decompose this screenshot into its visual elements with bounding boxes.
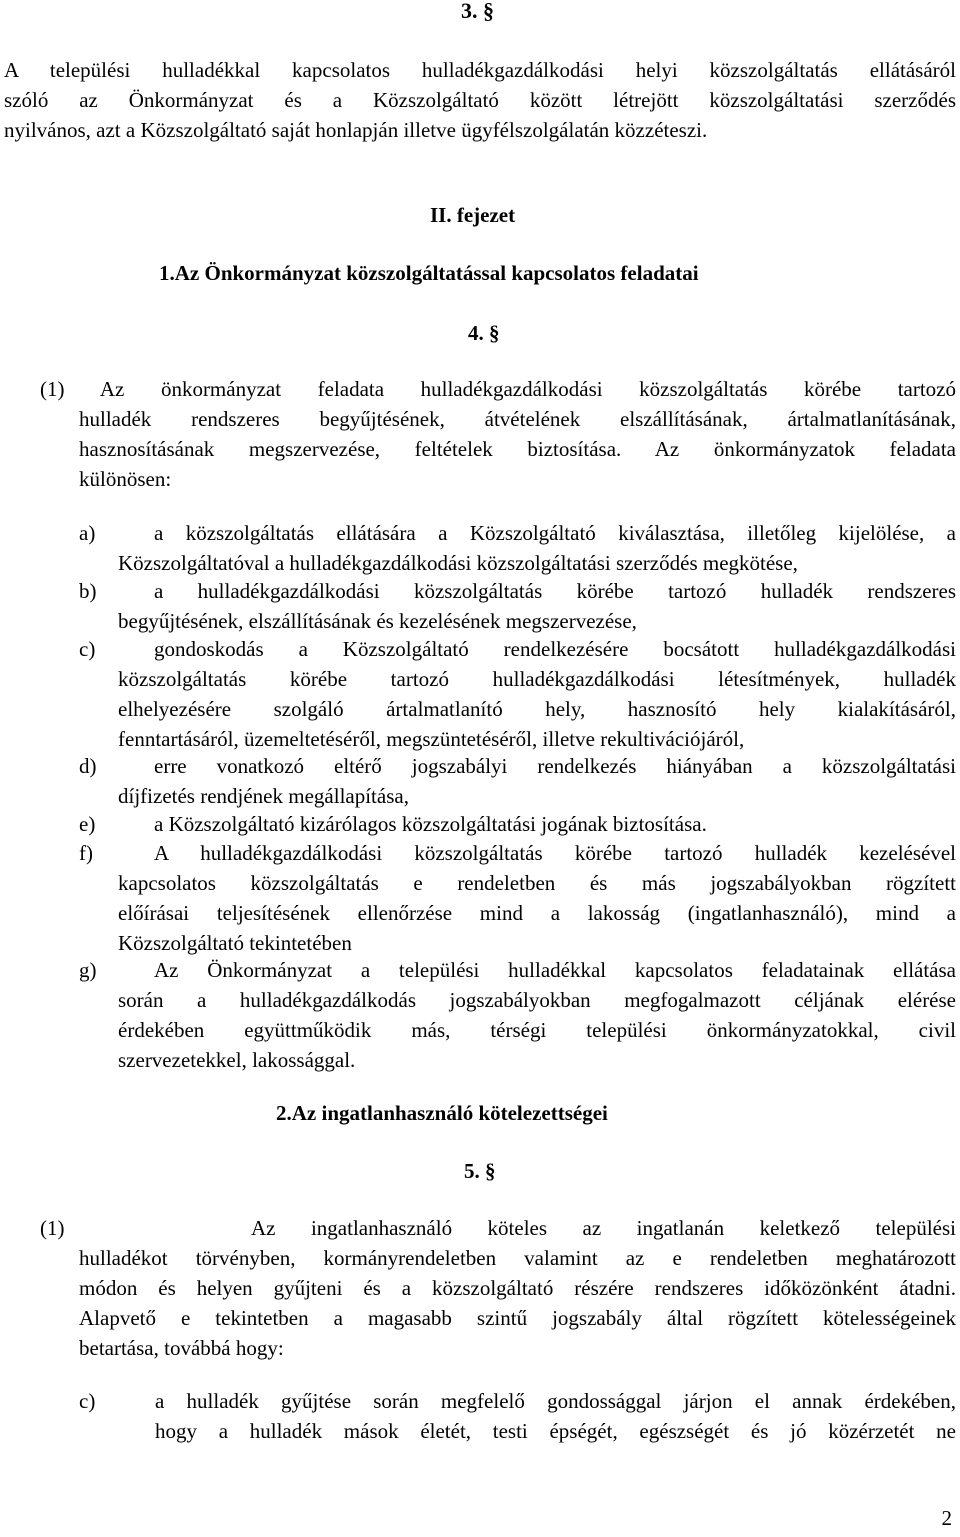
list-item-line: a hulladék gyűjtése során megfelelő gondossággal járjon el annak érdekében, — [155, 1389, 956, 1413]
list-item-line: díjfizetés rendjének megállapítása, — [118, 784, 409, 808]
list-item-text — [118, 518, 956, 578]
intro-paragraph — [4, 55, 956, 145]
list-item-line: erre vonatkozó eltérő jogszabályi rendelkezés hiányában a közszolgáltatási — [154, 754, 956, 778]
list-item-text — [118, 809, 956, 839]
list-item-line: előírásai teljesítésének ellenőrzése mind a lakosság (ingatlanhasználó), mind a — [118, 901, 956, 925]
list-item-label: d) — [79, 754, 97, 778]
paragraph-line: hasznosításának megszervezése, feltételek biztosítása. Az önkormányzatok feladata — [79, 437, 956, 461]
list-item-line: a Közszolgáltató kizárólagos közszolgáltatási jogának biztosítása. — [154, 812, 707, 836]
list-item-line: Közszolgáltató tekintetében — [118, 931, 352, 955]
list-item-line: érdekében együttműködik más, térségi települési önkormányzatokkal, civil — [118, 1018, 956, 1042]
list-item-text — [118, 634, 956, 754]
list-item-line: során a hulladékgazdálkodás jogszabályokban megfogalmazott céljának elérése — [118, 988, 956, 1012]
list-item-line: kapcsolatos közszolgáltatás e rendeletben és más jogszabályokban rögzített — [118, 871, 956, 895]
list-item-d — [0, 751, 960, 811]
section-4-number: 4. § — [468, 321, 500, 345]
list-item-label: g) — [79, 958, 97, 982]
paragraph-label: (1) — [40, 1216, 65, 1240]
list-item-label: f) — [79, 841, 93, 865]
list-item-line: gondoskodás a Közszolgáltató rendelkezésére bocsátott hulladékgazdálkodási — [154, 637, 956, 661]
paragraph-first-line — [40, 1213, 956, 1243]
list-item-line: A hulladékgazdálkodási közszolgáltatás körébe tartozó hulladék kezelésével — [154, 841, 956, 865]
paragraph-line: (1) Az önkormányzat feladata hulladékgazdálkodási közszolgáltatás körébe tartozó — [40, 377, 956, 401]
section-5-paragraph-1 — [40, 1213, 956, 1363]
list-item-line: begyűjtésének, elszállításának és kezelésének megszervezése, — [118, 609, 637, 633]
list-item-line: Az Önkormányzat a települési hulladékkal kapcsolatos feladatainak ellátása — [154, 958, 956, 982]
list-item-5c — [0, 1386, 960, 1446]
list-item-line: szervezetekkel, lakossággal. — [118, 1048, 356, 1072]
intro-line: szóló az Önkormányzat és a Közszolgáltató között létrejött közszolgáltatási szerződés — [4, 88, 956, 112]
list-item-c — [0, 634, 960, 754]
chapter-subheading: 1.Az Önkormányzat közszolgáltatással kapcsolatos feladatai — [159, 261, 699, 285]
list-item-e — [0, 809, 960, 839]
paragraph-line: hulladék rendszeres begyűjtésének, átvételének elszállításának, ártalmatlanításának, — [79, 407, 956, 431]
list-item-line: fenntartásáról, üzemeltetéséről, megszüntetéséről, illetve rekultivációjáról, — [118, 727, 745, 751]
list-item-label: a) — [79, 521, 96, 545]
page-number: 2 — [941, 1506, 952, 1530]
list-item-line: Közszolgáltatóval a hulladékgazdálkodási közszolgáltatási szerződés megkötése, — [118, 551, 798, 575]
intro-line: nyilvános, azt a Közszolgáltató saját honlapján illetve ügyfélszolgálatán közzéteszi. — [4, 118, 708, 142]
list-item-line: hogy a hulladék mások életét, testi épségét, egészségét és jó közérzetét ne — [155, 1419, 956, 1443]
paragraph-line: hulladékot törvényben, kormányrendeletben valamint az e rendeletben meghatározott — [79, 1246, 956, 1270]
paragraph-line: betartása, továbbá hogy: — [79, 1336, 284, 1360]
list-item-label: c) — [79, 637, 96, 661]
list-item-line: a közszolgáltatás ellátására a Közszolgáltató kiválasztása, illetőleg kijelölése, a — [154, 521, 956, 545]
list-item-line: elhelyezésére szolgáló ártalmatlanító hely, hasznosító hely kialakításáról, — [118, 697, 956, 721]
list-item-text — [155, 1386, 956, 1446]
section-3-number: 3. § — [461, 0, 494, 23]
paragraph-line: módon és helyen gyűjteni és a közszolgáltató részére rendszeres időközönként átadni. — [79, 1276, 956, 1300]
list-item-text — [118, 955, 956, 1075]
paragraph-line: különösen: — [79, 467, 172, 491]
list-item-label: c) — [79, 1389, 96, 1413]
list-item-text — [118, 838, 956, 958]
list-item-line: a hulladékgazdálkodási közszolgáltatás körébe tartozó hulladék rendszeres — [154, 579, 956, 603]
intro-line: A települési hulladékkal kapcsolatos hulladékgazdálkodási helyi közszolgáltatás ellátásáról — [4, 58, 956, 82]
list-item-line: közszolgáltatás körébe tartozó hulladékgazdálkodási létesítmények, hulladék — [118, 667, 956, 691]
list-item-label: e) — [79, 812, 96, 836]
chapter-heading: II. fejezet — [430, 203, 516, 227]
list-item-f — [0, 838, 960, 958]
list-item-text — [118, 576, 956, 636]
section-4-paragraph-1 — [40, 374, 956, 494]
list-item-label: b) — [79, 579, 97, 603]
paragraph-line: Az ingatlanhasználó köteles az ingatlanán keletkező települési — [251, 1216, 956, 1240]
list-item-g — [0, 955, 960, 1075]
section-5-number: 5. § — [464, 1159, 496, 1183]
section-2-heading: 2.Az ingatlanhasználó kötelezettségei — [276, 1101, 608, 1125]
list-item-text — [118, 751, 956, 811]
paragraph-line: Alapvető e tekintetben a magasabb szintű jogszabály által rögzített kötelességeinek — [79, 1306, 956, 1330]
list-item-a — [0, 518, 960, 578]
list-item-b — [0, 576, 960, 636]
